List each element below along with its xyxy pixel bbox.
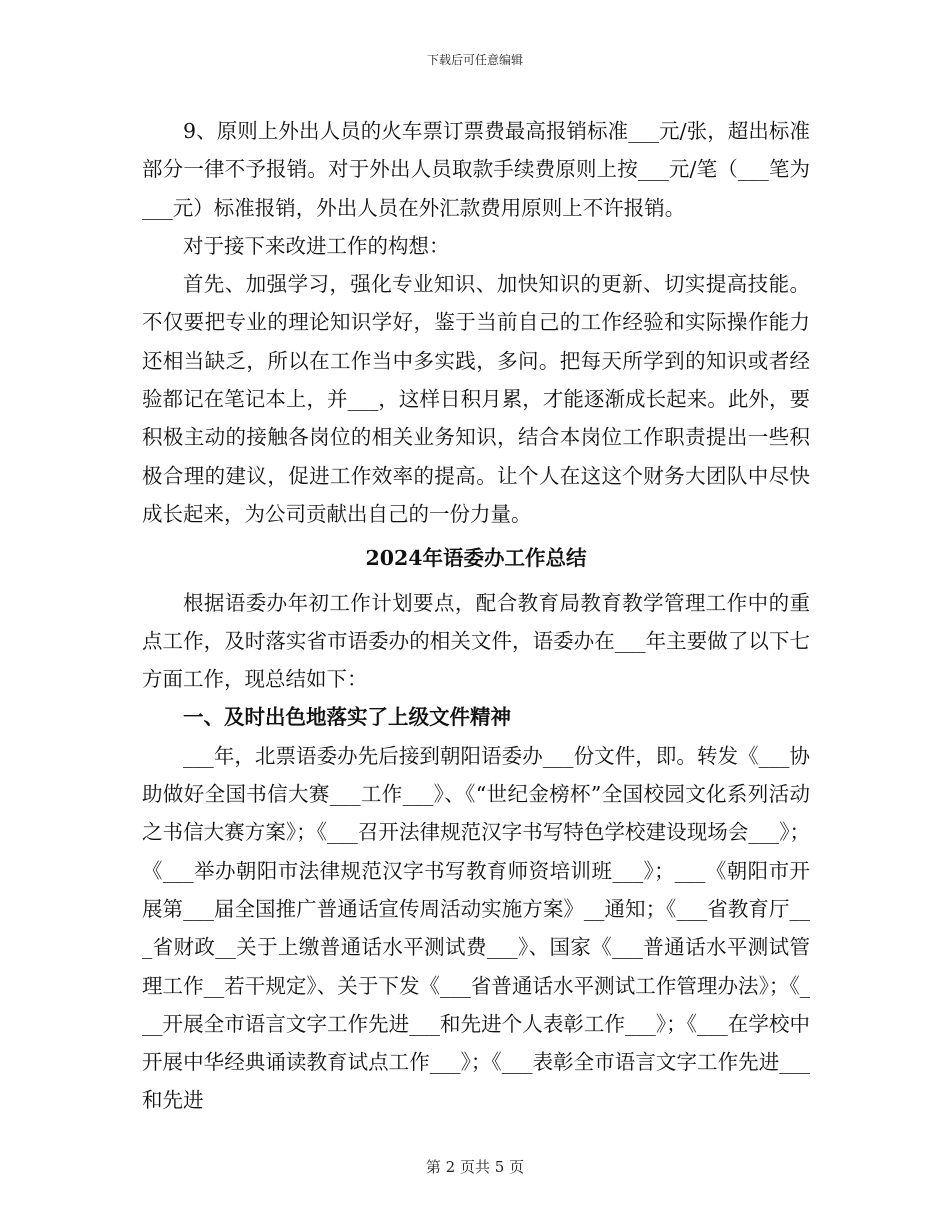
section-heading-1: 一、及时出色地落实了上级文件精神 bbox=[183, 705, 511, 730]
page-footer: 第 2 页共 5 页 bbox=[425, 1158, 525, 1176]
document-body bbox=[142, 112, 810, 1120]
document-title: 2024年语委办工作总结 bbox=[365, 546, 587, 571]
page-header: 下载后可任意编辑 bbox=[426, 53, 523, 67]
paragraph-summary-intro: 根据语委办年初工作计划要点，配合教育局教育教学管理工作中的重点工作，及时落实省市语委办的相关文件，语委办在___年主要做了以下七方面工作，现总结如下： bbox=[142, 590, 810, 692]
paragraph-improvement-plan: 首先、加强学习，强化专业知识、加快知识的更新、切实提高技能。不仅要把专业的理论知识学好，鉴于当前自己的工作经验和实际操作能力还相当缺乏，所以在工作当中多实践，多问。把每天所学到的知识或者经验都记在笔记本上，并___，这样日积月累，才能逐渐成长起来。此外，要积极主动的接触各岗位的相关业务知识，结合本岗位工作职责提出一些积极合理的建议，促进工作效率的提高。让个人在这这个财务大团队中尽快成长起来，为公司贡献出自己的一份力量。 bbox=[142, 272, 810, 526]
paragraph-reimbursement-rule: 9、原则上外出人员的火车票订票费最高报销标准___元/张，超出标准部分一律不予报销。对于外出人员取款手续费原则上按___元/笔（___笔为___元）标准报销，外出人员在外汇款费用原则上不许报销。 bbox=[142, 119, 810, 220]
paragraph-improvement-intro: 对于接下来改进工作的构想： bbox=[183, 233, 450, 258]
paragraph-section-1-body: ___年，北票语委办先后接到朝阳语委办___份文件，即。转发《___协助做好全国书信大赛___工作___》、《“世纪金榜杯”全国校园文化系列活动之书信大赛方案》；《___召开法律规范汉字书写特色学校建设现场会___》；《___举办朝阳市法律规范汉字书写教育师资培训班___》；___《朝阳市开展第___届全国推广普通话宣传周活动实施方案》__通知；《___省教育厅___省财政__关于上缴普通话水平测试费___》、国家《___普通话水平测试管理工作__若干规定》、关于下发《___省普通话水平测试工作管理办法》；《___开展全市语言文字工作先进___和先进个人表彰工作___》；《___在学校中开展中华经典诵读教育试点工作___》；《___表彰全市语言文字工作先进___和先进 bbox=[142, 743, 810, 1113]
